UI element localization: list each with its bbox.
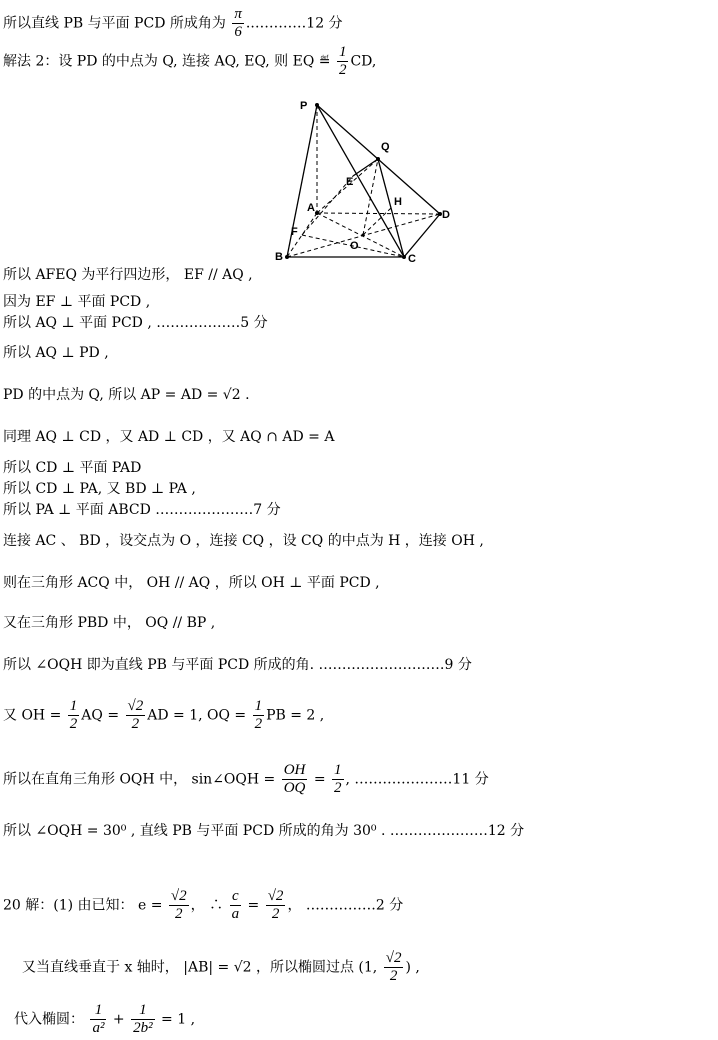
text-line-14: 又在三角形 PBD 中， OQ // BP , [3, 615, 216, 631]
label-b: B [275, 251, 283, 263]
fraction: $\frac{1}{2}$ [69, 698, 78, 732]
text-line-5: 所以 AQ ⊥ 平面 PCD , ………………5 分 [3, 315, 268, 331]
fraction-denominator: 2 [338, 62, 347, 78]
text-line-4: 因为 EF ⊥ 平面 PCD , [3, 294, 151, 310]
line-text: .…………12 分 [245, 15, 343, 32]
fraction: $\frac{c}{a}$ [231, 888, 240, 922]
edge-cd [404, 214, 440, 257]
fraction: $\frac{1}{\text{a²}}$ [92, 1002, 105, 1036]
label-q: Q [381, 141, 390, 153]
text-line-6: 所以 AQ ⊥ PD , [3, 345, 109, 361]
fraction: $\frac{1}{2}$ [334, 762, 342, 796]
edge-pc [317, 105, 404, 257]
label-d: D [442, 209, 450, 221]
edge-eq [353, 159, 378, 176]
text-line-7: PD 的中点为 Q, 所以 AP = AD = √2 . [3, 387, 250, 403]
fraction-denominator: 6 [234, 24, 242, 40]
text-line-11: 所以 PA ⊥ 平面 ABCD …………………7 分 [3, 502, 281, 518]
equation-oh-oq: 又 OH = $\frac{1}{2}$ AQ = $\frac{√2}{2}$ AD = 1, OQ = $\frac{1}{2}$ PB = 2 , [3, 698, 325, 732]
text-line-9: 所以 CD ⊥ 平面 PAD [3, 460, 142, 476]
label-f: F [291, 226, 298, 238]
fraction: $\frac{√2}{2}$ [127, 698, 144, 732]
text-line-13: 则在三角形 ACQ 中， OH // AQ ，所以 OH ⊥ 平面 PCD , [3, 575, 380, 591]
label-o: O [350, 240, 359, 252]
fraction [337, 44, 349, 79]
text-line-8: 同理 AQ ⊥ CD ，又 AD ⊥ CD ，又 AQ ∩ AD = A [3, 429, 335, 445]
line-text: 解法 2：设 PD 的中点为 Q, 连接 AQ, EQ, 则 EQ ≝ [3, 53, 335, 70]
equation-sin-oqh: 所以在直角三角形 OQH 中， sin∠OQH = $\frac{OH}{OQ}$ = $\frac{1}{2}$ , …………………11 分 [3, 762, 489, 796]
fraction: $\frac{√2}{2}$ [170, 888, 187, 922]
text-line-15: 所以 ∠OQH 即为直线 PB 与平面 PCD 所成的角. ………………………9 分 [3, 657, 472, 673]
fraction: $\frac{1}{2}$ [254, 698, 263, 732]
equation-substitute: 代入椭圆： $\frac{1}{\text{a²}}$ + $\frac{1}{\text{2b²}}$ = 1 , [14, 1002, 196, 1036]
fraction: $\frac{√2}{2}$ [385, 950, 402, 984]
fraction [232, 6, 244, 41]
label-c: C [408, 253, 416, 265]
fraction-numerator: π [234, 6, 242, 22]
pyramid-figure [270, 96, 460, 266]
text-line-2 [3, 44, 376, 79]
text-line-10: 所以 CD ⊥ PA, 又 BD ⊥ PA , [3, 481, 196, 497]
text-line-conclusion: 所以 ∠OQH = 30⁰ , 直线 PB 与平面 PCD 所成的角为 30⁰ . …………………12 分 [3, 823, 525, 839]
fraction: $\frac{OH}{OQ}$ [283, 762, 306, 796]
line-text: CD, [350, 53, 377, 70]
line-text: 所以直线 PB 与平面 PCD 所成角为 [3, 15, 231, 32]
label-a: A [307, 202, 315, 214]
equation-eccentricity: 20 解：(1) 由已知： e = $\frac{√2}{2}$ ， ∴ $\frac{c}{a}$ = $\frac{√2}{2}$ ， ……………2 分 [3, 888, 404, 922]
label-h: H [394, 196, 402, 208]
equation-ellipse-point: 又当直线垂直于 x 轴时， |AB| = √2 ，所以椭圆过点 (1, $\frac{√2}{2}$ ) , [22, 950, 420, 984]
fraction: $\frac{1}{\text{2b²}}$ [133, 1002, 153, 1036]
text-line-12: 连接 AC 、 BD ，设交点为 O ，连接 CQ ，设 CQ 的中点为 H ，连接 OH , [3, 533, 484, 549]
label-p: P [300, 100, 308, 112]
text-line-1 [3, 6, 343, 41]
text-line-3: 所以 AFEQ 为平行四边形， EF // AQ , [3, 267, 253, 283]
fraction-numerator: 1 [338, 44, 347, 60]
fraction: $\frac{√2}{2}$ [267, 888, 284, 922]
label-e: E [346, 176, 354, 188]
